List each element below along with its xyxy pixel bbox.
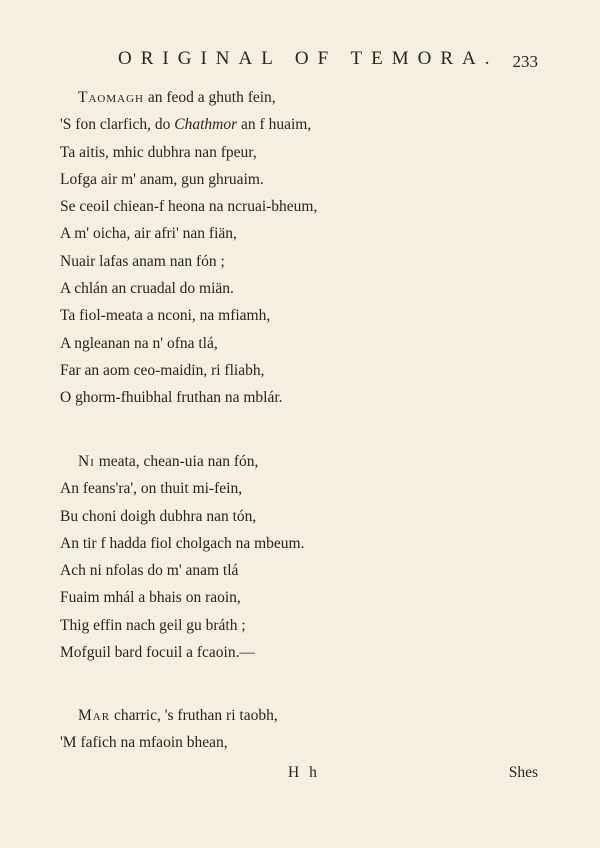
verse-line: A chlán an cruadal do miän. — [60, 280, 234, 298]
verse-line-text: charric, 's fruthan ri taobh, — [110, 707, 278, 724]
verse-line: Far an aom ceo-maidin, ri fliabh, — [60, 361, 265, 379]
running-title: ORIGINAL OF TEMORA. — [118, 48, 499, 69]
verse-line-text: 'S fon clarfich, do — [60, 116, 175, 134]
verse-line: A ngleanan na n' ofna tlá, — [60, 334, 218, 352]
signature-mark: H h — [288, 764, 320, 781]
verse-line: Ta fiol-meata a nconi, na mfiamh, — [60, 307, 271, 325]
verse-line-text: meata, chean-uia nan fón, — [94, 453, 259, 470]
verse-line: Thig effin nach geil gu bráth ; — [60, 616, 246, 634]
verse-line-text: an f huaim, — [237, 116, 312, 134]
stanza-initial-word: Ni — [78, 453, 95, 470]
verse-line: Fuaim mhál a bhais on raoin, — [60, 589, 241, 607]
verse-line: Se ceoil chiean-f heona na ncruai-bheum, — [60, 198, 318, 216]
stanza-3 — [60, 702, 540, 757]
verse-line — [60, 448, 540, 475]
verse-line-text: an feod a ghuth fein, — [143, 89, 276, 106]
verse-line: An feans'ra', on thuit mi-fein, — [60, 480, 243, 498]
italic-name: Chathmor — [174, 116, 238, 134]
verse-line: Lofga air m' anam, gun ghruaim. — [60, 170, 264, 188]
stanza-1 — [60, 84, 540, 412]
verse-line: Mofguil bard focuil a fcaoin.— — [60, 644, 255, 662]
verse-line: 'M fafich na mfaoin bhean, — [60, 734, 228, 752]
verse-line: Bu choni doigh dubhra nan tón, — [60, 507, 257, 525]
stanza-initial-word: Mar — [78, 707, 111, 724]
verse-line — [60, 702, 540, 729]
page-footer — [0, 764, 600, 788]
verse-line — [60, 111, 540, 138]
verse-line: Ach ni nfolas do m' anam tlá — [60, 562, 239, 580]
verse-line: Ta aitis, mhic dubhra nan fpeur, — [60, 143, 257, 161]
verse-line — [60, 84, 540, 111]
verse-line: A m' oicha, air afri' nan fiän, — [60, 225, 237, 243]
stanza-2 — [60, 448, 540, 666]
page-header — [0, 44, 600, 74]
page-number: 233 — [512, 52, 538, 71]
verse-line: Nuair lafas anam nan fón ; — [60, 252, 225, 270]
verse-line: O ghorm-fhuibhal fruthan na mblár. — [60, 389, 283, 407]
catchword: Shes — [508, 764, 538, 781]
verse-line: An tir f hadda fiol cholgach na mbeum. — [60, 534, 305, 552]
stanza-initial-word: Taomagh — [78, 89, 144, 106]
